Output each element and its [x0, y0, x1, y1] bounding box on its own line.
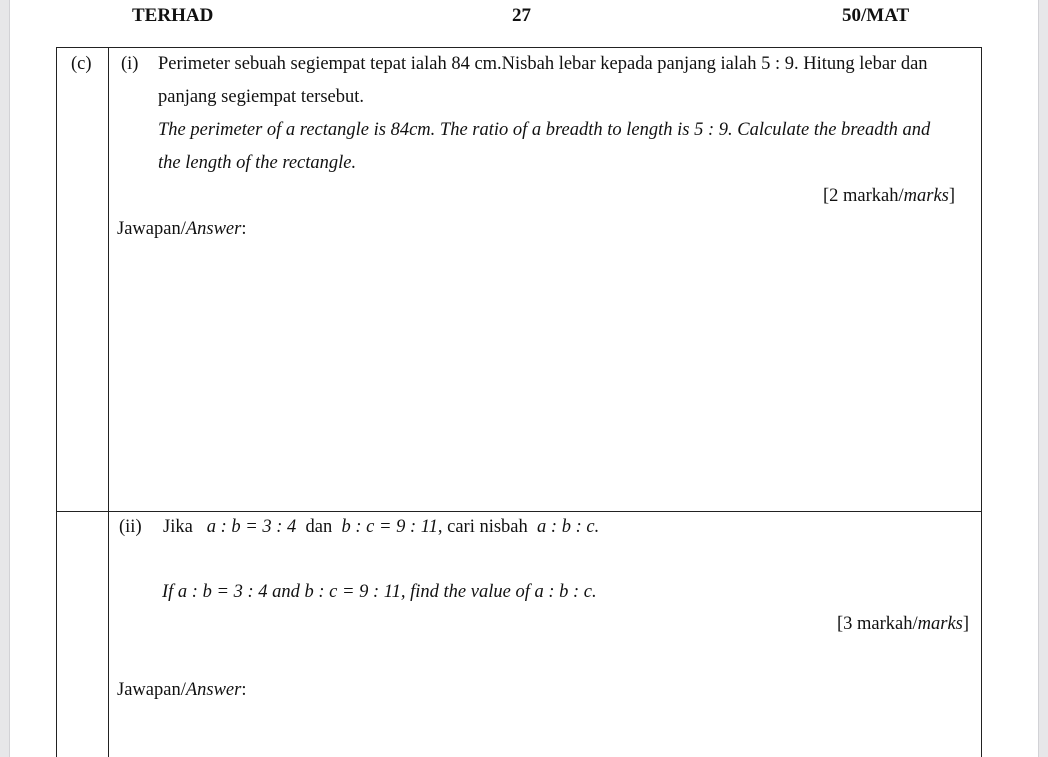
marks-english: marks	[917, 614, 963, 634]
table-column-divider	[108, 47, 109, 757]
table-top-border	[56, 47, 982, 48]
ratio-b-c: b : c = 9 : 11	[341, 517, 438, 537]
part-ii-answer-space[interactable]	[112, 705, 976, 755]
marks-close: ]	[948, 186, 956, 206]
table-right-border	[981, 47, 982, 757]
malay-post: , cari nisbah	[437, 517, 528, 537]
header-classification: TERHAD	[132, 5, 214, 26]
part-ii-label: (ii)	[119, 517, 142, 537]
malay-pre: Jika	[163, 517, 193, 537]
part-ii-malay-line	[163, 516, 599, 538]
marks-malay: [3 markah/	[837, 614, 918, 634]
part-i-malay-line1: Perimeter sebuah segiempat tepat ialah 84 cm.Nisbah lebar kepada panjang ialah 5 : 9. Hitung lebar dan	[158, 54, 928, 74]
header-paper-code: 50/MAT	[842, 5, 910, 26]
part-ii-answer-label	[117, 679, 246, 701]
malay-dan: dan	[305, 517, 333, 537]
marks-english: marks	[903, 186, 949, 206]
part-i-english-line2: the length of the rectangle.	[158, 153, 357, 173]
answer-english: Answer	[185, 219, 242, 239]
right-page-edge	[1038, 0, 1048, 757]
part-i-marks	[823, 185, 955, 207]
answer-malay: Jawapan/	[117, 680, 186, 700]
part-i-malay-line2: panjang segiempat tersebut.	[158, 87, 365, 107]
left-page-edge	[0, 0, 10, 757]
part-i-english-line1: The perimeter of a rectangle is 84cm. The ratio of a breadth to length is 5 : 9. Calculate the breadth and	[158, 120, 931, 140]
answer-english: Answer	[185, 680, 242, 700]
part-i-answer-space[interactable]	[112, 245, 976, 507]
table-left-border	[56, 47, 57, 757]
part-ii-english-line: If a : b = 3 : 4 and b : c = 9 : 11, find the value of a : b : c.	[162, 582, 597, 602]
answer-colon: :	[241, 219, 247, 239]
answer-malay: Jawapan/	[117, 219, 186, 239]
ratio-a-b-c: a : b : c.	[537, 517, 600, 537]
table-row-divider	[56, 511, 982, 512]
marks-malay: [2 markah/	[823, 186, 904, 206]
marks-close: ]	[962, 614, 970, 634]
part-i-answer-label	[117, 218, 246, 240]
part-ii-marks	[837, 613, 969, 635]
ratio-a-b: a : b = 3 : 4	[206, 517, 297, 537]
part-i-label: (i)	[121, 54, 139, 74]
question-label: (c)	[71, 54, 92, 74]
header-page-number: 27	[512, 5, 531, 26]
answer-colon: :	[241, 680, 247, 700]
